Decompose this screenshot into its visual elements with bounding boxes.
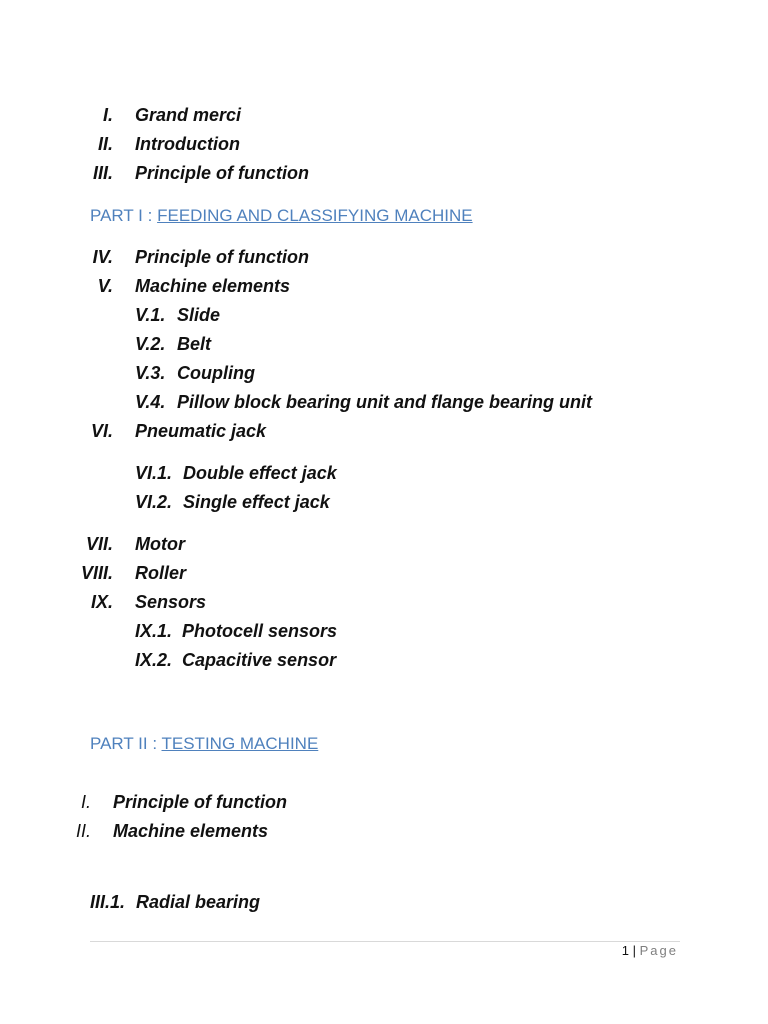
toc-number: III.	[92, 163, 113, 183]
toc-text: Belt	[177, 334, 212, 354]
toc-text: Single effect jack	[183, 492, 330, 512]
toc-number: IV.	[92, 247, 113, 267]
part-1-heading	[90, 205, 473, 227]
footer-divider	[90, 941, 680, 942]
toc-number: V.	[97, 276, 113, 296]
toc-number: I.	[102, 105, 113, 125]
toc-number: VI.	[90, 421, 113, 441]
toc-text: Sensors	[135, 592, 207, 612]
toc-subnumber: IX.1.	[135, 621, 173, 641]
toc-number: VIII.	[80, 563, 113, 583]
part-2-heading-link[interactable]: TESTING MACHINE	[161, 734, 319, 753]
toc-text: Principle of function	[135, 247, 309, 267]
toc-text: Photocell sensors	[182, 621, 338, 641]
toc-number: VII.	[85, 534, 113, 554]
part-1-heading-link[interactable]: FEEDING AND CLASSIFYING MACHINE	[157, 206, 473, 225]
toc-text: Roller	[135, 563, 187, 583]
page-footer	[622, 942, 678, 960]
toc-subnumber: VI.2.	[135, 492, 173, 512]
toc-subnumber: V.3.	[135, 363, 166, 383]
toc-text: Principle of function	[135, 163, 309, 183]
toc-number: IX.	[90, 592, 113, 612]
footer-separator: |	[632, 943, 636, 958]
toc-subnumber: V.2.	[135, 334, 166, 354]
toc-subnumber: V.4.	[135, 392, 166, 412]
toc-number: II.	[97, 134, 113, 154]
toc-text: Machine elements	[113, 821, 269, 841]
toc-text: Slide	[177, 305, 221, 325]
toc-number: I.	[80, 792, 91, 812]
part-1-heading-prefix: PART I :	[90, 206, 158, 225]
page-label: Page	[639, 943, 678, 958]
toc-subnumber: III.1.	[90, 892, 126, 912]
toc-subnumber: V.1.	[135, 305, 166, 325]
page-number: 1	[621, 943, 629, 958]
toc-text: Motor	[135, 534, 185, 554]
toc-text: Pillow block bearing unit and flange bearing unit	[177, 392, 593, 412]
toc-number: II.	[75, 821, 91, 841]
toc-text: Machine elements	[135, 276, 291, 296]
toc-text: Pneumatic jack	[135, 421, 267, 441]
toc-text: Principle of function	[113, 792, 287, 812]
toc-text: Double effect jack	[183, 463, 337, 483]
toc-text: Radial bearing	[136, 892, 261, 912]
toc-subnumber: IX.2.	[135, 650, 173, 670]
toc-text: Introduction	[135, 134, 240, 154]
toc-subnumber: VI.1.	[135, 463, 173, 483]
toc-text: Coupling	[177, 363, 255, 383]
toc-text: Grand merci	[135, 105, 242, 125]
part-2-heading-prefix: PART II :	[90, 734, 162, 753]
part-2-heading	[90, 733, 318, 755]
toc-text: Capacitive sensor	[182, 650, 337, 670]
